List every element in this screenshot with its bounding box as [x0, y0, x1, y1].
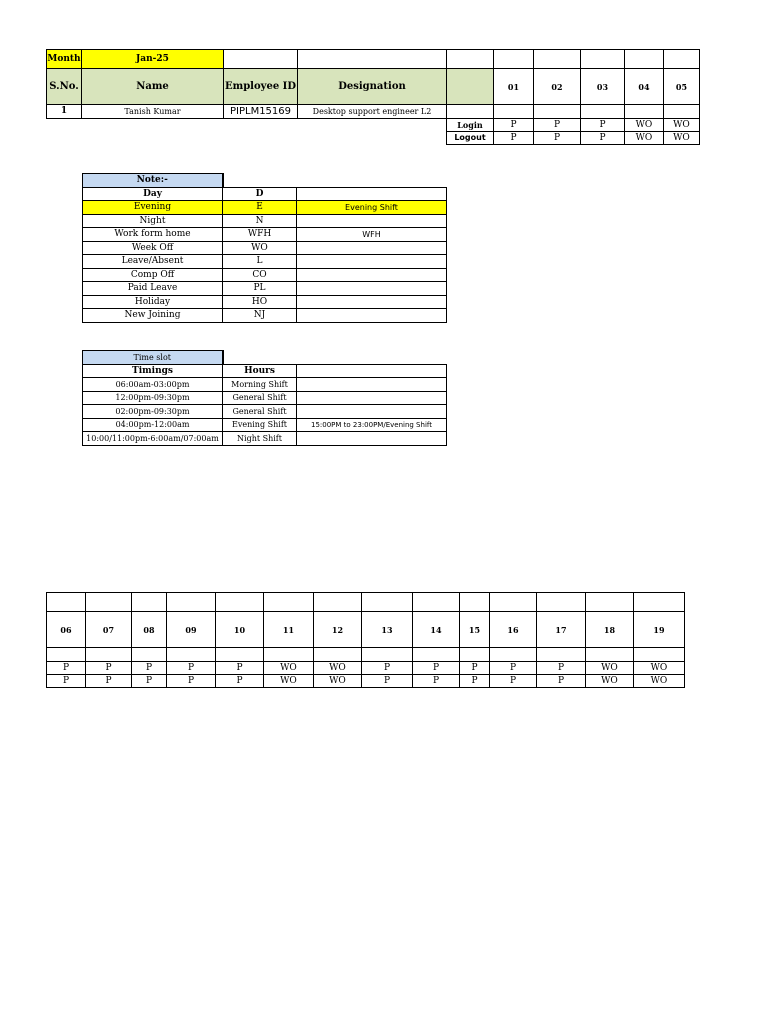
timings-header: Timings	[83, 365, 223, 378]
slot-note-header	[297, 365, 447, 378]
day-header: 05	[664, 69, 700, 105]
logout-cell[interactable]: P	[132, 675, 167, 688]
empty-cell	[494, 50, 534, 69]
login-cell[interactable]: P	[86, 662, 132, 675]
note-code: E	[223, 201, 297, 215]
day-header: 10	[216, 612, 264, 648]
note-legend-table	[82, 173, 447, 323]
logout-cell[interactable]: WO	[664, 132, 700, 145]
note-code: L	[223, 255, 297, 269]
day-header: 09	[167, 612, 216, 648]
note-day: Leave/Absent	[83, 255, 223, 269]
note-code: NJ	[223, 309, 297, 323]
note-desc	[297, 296, 447, 309]
empty-cell	[581, 105, 625, 119]
logout-cell[interactable]: WO	[634, 675, 685, 688]
login-label: Login	[447, 119, 494, 132]
designation-header: Designation	[298, 69, 447, 105]
attendance-days-table	[46, 592, 685, 688]
day-header: 03	[581, 69, 625, 105]
slot-note	[297, 378, 447, 392]
logout-cell[interactable]: WO	[625, 132, 664, 145]
note-desc: Evening Shift	[297, 201, 447, 215]
row-sno[interactable]: 1	[47, 105, 82, 119]
slot-shift: General Shift	[223, 392, 297, 405]
day-header: 15	[460, 612, 490, 648]
note-day: Work form home	[83, 228, 223, 242]
note-day: New Joining	[83, 309, 223, 323]
note-desc-header	[297, 188, 447, 201]
blank-header	[447, 69, 494, 105]
day-header: 08	[132, 612, 167, 648]
login-cell[interactable]: P	[216, 662, 264, 675]
login-cell[interactable]: P	[494, 119, 534, 132]
day-header: 06	[47, 612, 86, 648]
day-header: 14	[413, 612, 460, 648]
logout-cell[interactable]: WO	[314, 675, 362, 688]
logout-cell[interactable]: P	[167, 675, 216, 688]
day-header: 11	[264, 612, 314, 648]
logout-cell[interactable]: P	[494, 132, 534, 145]
slot-timing: 10:00/11:00pm-6:00am/07:00am	[83, 432, 223, 446]
day-header: 07	[86, 612, 132, 648]
note-day: Comp Off	[83, 269, 223, 282]
note-day-header: Day	[83, 188, 223, 201]
login-cell[interactable]: WO	[264, 662, 314, 675]
day-header: 19	[634, 612, 685, 648]
slot-timing: 02:00pm-09:30pm	[83, 405, 223, 419]
note-code: WFH	[223, 228, 297, 242]
logout-cell[interactable]: P	[537, 675, 586, 688]
name-header: Name	[82, 69, 224, 105]
month-label: Month	[47, 50, 82, 69]
note-day: Paid Leave	[83, 282, 223, 296]
logout-cell[interactable]: P	[413, 675, 460, 688]
slot-shift: Night Shift	[223, 432, 297, 446]
employee-designation[interactable]: Desktop support engineer L2	[298, 105, 447, 119]
logout-cell[interactable]: P	[216, 675, 264, 688]
note-desc	[297, 269, 447, 282]
empty-cell	[664, 50, 700, 69]
note-desc	[297, 309, 447, 323]
empty-cell	[298, 50, 447, 69]
note-desc	[297, 282, 447, 296]
empty-cell	[447, 105, 494, 119]
note-desc	[297, 215, 447, 228]
logout-cell[interactable]: P	[47, 675, 86, 688]
note-code: HO	[223, 296, 297, 309]
logout-cell[interactable]: P	[581, 132, 625, 145]
login-cell[interactable]: P	[581, 119, 625, 132]
hours-header: Hours	[223, 365, 297, 378]
note-day: Holiday	[83, 296, 223, 309]
login-cell[interactable]: P	[490, 662, 537, 675]
empty-cell	[625, 50, 664, 69]
time-slot-title: Time slot	[83, 351, 223, 365]
empty-cell	[625, 105, 664, 119]
login-cell[interactable]: P	[537, 662, 586, 675]
attendance-header-table	[46, 49, 700, 145]
slot-timing: 06:00am-03:00pm	[83, 378, 223, 392]
empty-cell	[447, 50, 494, 69]
slot-shift: Evening Shift	[223, 419, 297, 432]
empty-cell	[534, 50, 581, 69]
note-code: PL	[223, 282, 297, 296]
logout-cell[interactable]: WO	[264, 675, 314, 688]
login-cell[interactable]: WO	[314, 662, 362, 675]
login-cell[interactable]: P	[132, 662, 167, 675]
note-day: Week Off	[83, 242, 223, 255]
logout-cell[interactable]: P	[534, 132, 581, 145]
sno-header: S.No.	[47, 69, 82, 105]
note-day: Evening	[83, 201, 223, 215]
logout-cell[interactable]: P	[362, 675, 413, 688]
employee-id-header: Employee ID	[224, 69, 298, 105]
day-header: 16	[490, 612, 537, 648]
day-header: 04	[625, 69, 664, 105]
login-cell[interactable]: WO	[625, 119, 664, 132]
login-cell[interactable]: P	[47, 662, 86, 675]
empty-cell	[581, 50, 625, 69]
empty-cell	[494, 105, 534, 119]
login-cell[interactable]: WO	[586, 662, 634, 675]
note-code: N	[223, 215, 297, 228]
slot-note	[297, 405, 447, 419]
day-header: 13	[362, 612, 413, 648]
slot-shift: Morning Shift	[223, 378, 297, 392]
slot-timing: 12:00pm-09:30pm	[83, 392, 223, 405]
logout-cell[interactable]: P	[460, 675, 490, 688]
employee-name[interactable]: Tanish Kumar	[82, 105, 224, 119]
time-slot-table	[82, 350, 447, 446]
day-header: 02	[534, 69, 581, 105]
login-cell[interactable]: P	[460, 662, 490, 675]
note-code: WO	[223, 242, 297, 255]
day-header: 17	[537, 612, 586, 648]
note-code-header: D	[223, 188, 297, 201]
logout-cell[interactable]: P	[490, 675, 537, 688]
employee-id[interactable]: PIPLM15169	[224, 105, 298, 119]
slot-note	[297, 392, 447, 405]
empty-cell	[224, 50, 298, 69]
day-header: 18	[586, 612, 634, 648]
note-desc: WFH	[297, 228, 447, 242]
login-cell[interactable]: P	[534, 119, 581, 132]
slot-note	[297, 432, 447, 446]
note-title: Note:-	[83, 174, 223, 188]
month-value[interactable]: Jan-25	[82, 50, 224, 69]
day-header: 01	[494, 69, 534, 105]
logout-cell[interactable]: P	[86, 675, 132, 688]
logout-cell[interactable]: WO	[586, 675, 634, 688]
note-day: Night	[83, 215, 223, 228]
note-desc	[297, 242, 447, 255]
slot-timing: 04:00pm-12:00am	[83, 419, 223, 432]
slot-note: 15:00PM to 23:00PM/Evening Shift	[297, 419, 447, 432]
login-cell[interactable]: P	[362, 662, 413, 675]
day-header: 12	[314, 612, 362, 648]
login-cell[interactable]: P	[167, 662, 216, 675]
logout-label: Logout	[447, 132, 494, 145]
login-cell[interactable]: WO	[664, 119, 700, 132]
note-desc	[297, 255, 447, 269]
slot-shift: General Shift	[223, 405, 297, 419]
login-cell[interactable]: WO	[634, 662, 685, 675]
empty-cell	[664, 105, 700, 119]
login-cell[interactable]: P	[413, 662, 460, 675]
empty-cell	[534, 105, 581, 119]
note-code: CO	[223, 269, 297, 282]
